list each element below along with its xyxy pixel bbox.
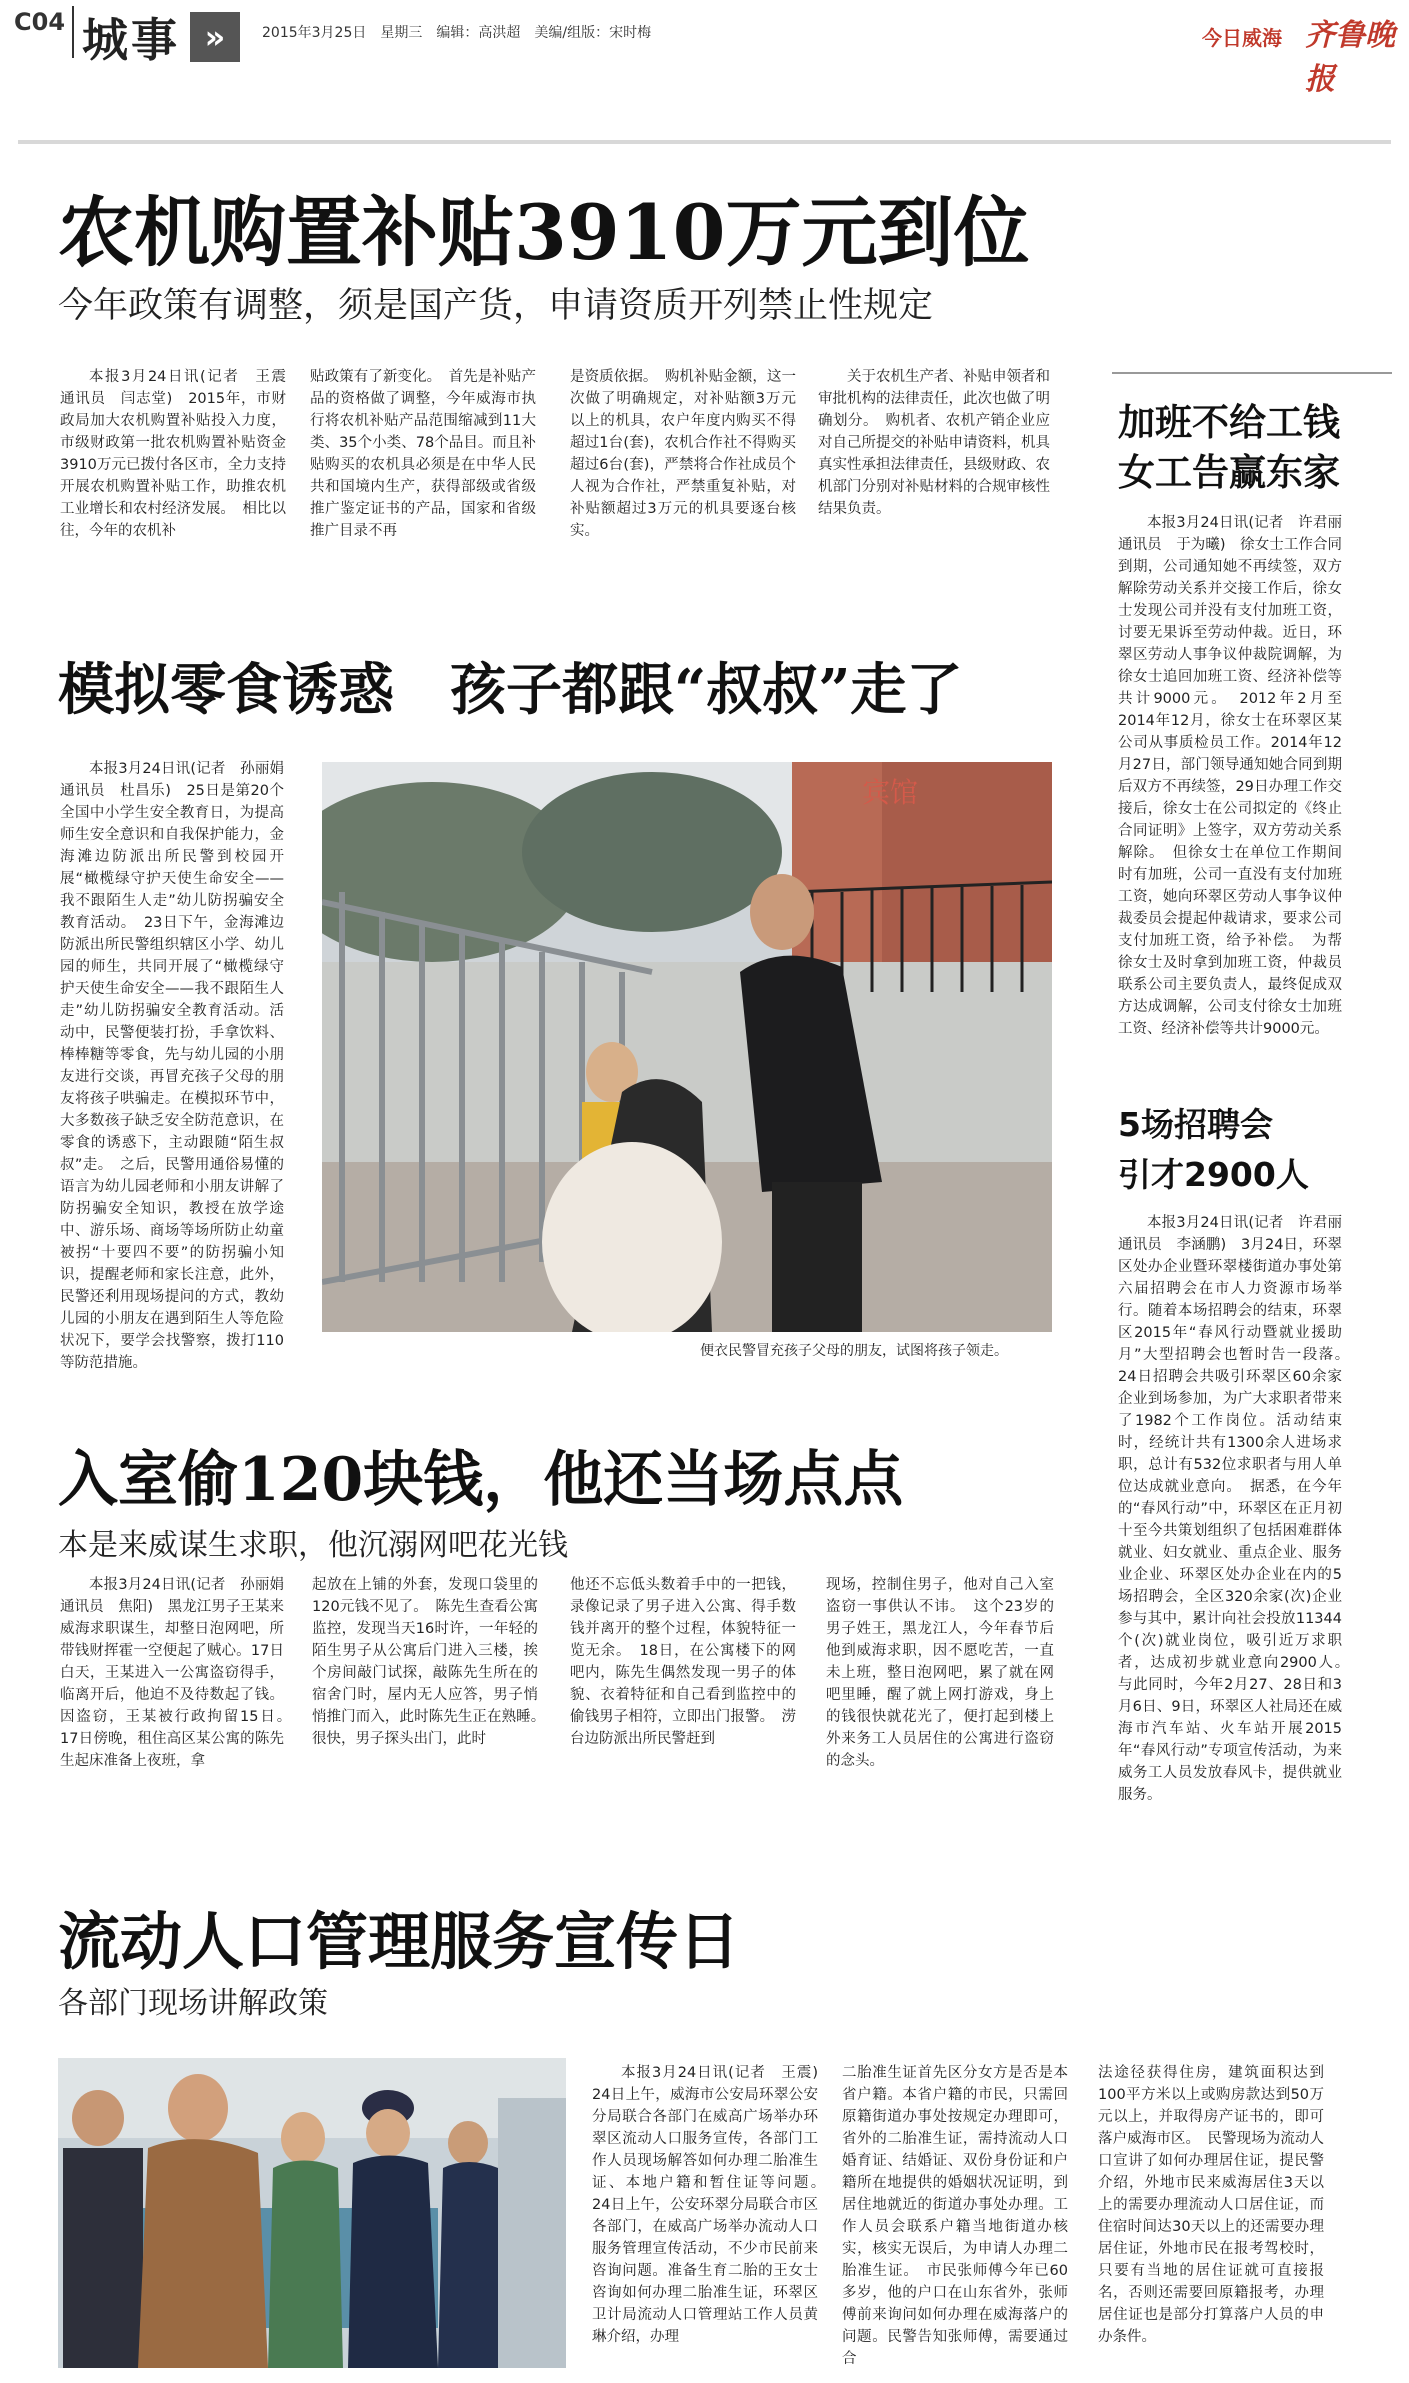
newspaper-logo: 齐鲁晚报 — [1305, 18, 1395, 97]
side2-body: 本报3月24日讯(记者 许君丽 通讯员 李涵鹏) 3月24日，环翠区处办企业暨环翠楼街道办事处第六届招聘会在市人力资源市场举行。随着本场招聘会的结束，环翠区2015年“春风行动暨就业援助月”大型招聘会也暂时告一段落。 24日招聘会共吸引环翠区60余家企业到场参加，为广大求职者带来了1982个工作岗位。活动结束时，经统计共有1300余人进场求职，总计有532位求职者与用人单位达成就业意向。 据悉，在今年的“春风行动”中，环翠区在正月初十至今共策划组织了包括困难群体就业、妇女就业、重点企业、服务业企业、环翠区处办企业在内的5场招聘会，全区320余家(次)企业参与其中，累计向社会投放11344个(次)就业岗位，吸引近万求职者，达成初步就业意向2900人。 与此同时，今年2月27、28日和3月6日、9日，环翠区人社局还在威海市汽车站、火车站开展2015年“春风行动”专项宣传活动，为来威务工人员发放春风卡，提供就业服务。 — [1118, 1215, 1357, 1803]
side1-body: 本报3月24日讯(记者 许君丽 通讯员 于为曦) 徐女士工作合同到期，公司通知她不再续签，双方解除劳动关系并交接工作后，徐女士发现公司并没有支付加班工资，讨要无果诉至劳动仲裁。近日，环翠区劳动人事争议仲裁院调解，为徐女士追回加班工资、经济补偿等共计9000元。 2012年2月至2014年12月，徐女士在环翠区某公司从事质检员工作。2014年12月27日，部门领导通知她合同到期后双方不再续签，29日办理工作交接后，徐女士在公司拟定的《终止合同证明》上签字，双方劳动关系解除。 但徐女士在单位工作期间时有加班，公司一直没有支付加班工资，她向环翠区劳动人事争议仲裁委员会提起仲裁请求，要求公司支付加班工资，给予补偿。 为帮徐女士及时拿到加班工资，仲裁员联系公司主要负责人，最终促成双方达成调解，公司支付徐女士加班工资、经济补偿等共计9000元。 — [1118, 515, 1357, 1037]
issue-meta: 2015年3月25日 星期三 编辑：高洪超 美编/组版：宋时梅 — [262, 25, 652, 41]
article1-title: 农机购置补贴3910万元到位 — [58, 188, 1030, 277]
header-rule — [18, 140, 1391, 144]
article4-col2: 二胎准生证首先区分女方是否是本省户籍。本省户籍的市民，只需回原籍街道办事处按规定办理即可，省外的二胎准生证，需持流动人口婚育证、结婚证、双份身份证和户籍所在地提供的婚姻状况证明，到居住地就近的街道办事处办理。工作人员会联系户籍当地街道办核实，核实无误后，为申请人办理二胎准生证。 市民张师傅今年已60多岁，他的户口在山东省外，张师傅前来询问如何办理在威海落户的问题。民警告知张师傅，需要通过合 — [842, 2065, 1068, 2367]
side2-title — [1118, 1100, 1309, 1200]
sidebar-rule — [1112, 372, 1392, 374]
section-name: 城事 — [82, 13, 180, 67]
article4-title: 流动人口管理服务宣传日 — [58, 1905, 741, 1978]
photo-caption: 便衣民警冒充孩子父母的朋友，试图将孩子领走。 — [700, 1343, 1008, 1359]
header-divider — [72, 6, 74, 58]
article2-photo — [322, 762, 1052, 1332]
article1-col2: 贴政策有了新变化。 首先是补贴产品的资格做了调整，今年威海市执行将农机补贴产品范围缩减到11大类、35个小类、78个品目。而且补贴购买的农机具必须是在中华人民共和国境内生产，获得部级或省级推广鉴定证书的产品，国家和省级推广目录不再 — [310, 369, 536, 539]
kids-photo-illustration — [322, 762, 1052, 1332]
side1-title-line2: 女工告赢东家 — [1118, 451, 1340, 494]
chevron-right-icon: » — [190, 12, 240, 62]
article4-photo — [58, 2058, 566, 2368]
photo-sign-text: 宾馆 — [862, 776, 919, 809]
article3-title: 入室偷120块钱，他还当场点点 — [58, 1445, 904, 1515]
article1-subtitle: 今年政策有调整，须是国产货，申请资质开列禁止性规定 — [58, 286, 934, 326]
square-event-photo-illustration — [58, 2058, 566, 2368]
edition-brand: 今日威海 — [1202, 26, 1282, 50]
side1-title-line1: 加班不给工钱 — [1118, 401, 1340, 444]
side1-title — [1118, 398, 1340, 498]
article2-title: 模拟零食诱惑 孩子都跟“叔叔”走了 — [58, 657, 963, 723]
article2-body: 本报3月24日讯(记者 孙丽娟 通讯员 杜昌乐) 25日是第20个全国中小学生安全教育日，为提高师生安全意识和自我保护能力，金海滩边防派出所民警到校园开展“橄榄绿守护天使生命安全——我不跟陌生人走”幼儿防拐骗安全教育活动。 23日下午，金海滩边防派出所民警组织辖区小学、幼儿园的师生，共同开展了“橄榄绿守护天使生命安全——我不跟陌生人走”幼儿防拐骗安全教育活动。活动中，民警便装打扮，手拿饮料、棒棒糖等零食，先与幼儿园的小朋友进行交谈，再冒充孩子父母的朋友将孩子哄骗走。在模拟环节中，大多数孩子缺乏安全防范意识，在零食的诱惑下，主动跟随“陌生叔叔”走。 之后，民警用通俗易懂的语言为幼儿园老师和小朋友讲解了防拐骗安全知识，教授在放学途中、游乐场、商场等场所防止幼童被拐“十要四不要”的防拐骗小知识，提醒老师和家长注意，此外，民警还利用现场提问的方式，教幼儿园的小朋友在遇到陌生人等危险状况下，要学会找警察，拨打110等防范措施。 — [60, 761, 299, 1371]
article3-col1: 本报3月24日讯(记者 孙丽娟 通讯员 焦阳) 黑龙江男子王某来威海求职谋生，却整日泡网吧，所带钱财挥霍一空便起了贼心。17日白天，王某进入一公寓盗窃得手，临离开后，他迫不及待数起了钱。因盗窃，王某被行政拘留15日。 17日傍晚，租住高区某公寓的陈先生起床准备上夜班，拿 — [60, 1577, 299, 1769]
article3-subtitle: 本是来威谋生求职，他沉溺网吧花光钱 — [58, 1528, 568, 1563]
article4-col3: 法途径获得住房，建筑面积达到100平方米以上或购房款达到50万元以上，并取得房产证书的，即可落户威海市区。 民警现场为流动人口宣讲了如何办理居住证，提民警介绍，外地市民来威海居住3天以上的需要办理流动人口居住证，而住宿时间达30天以上的还需要办理居住证，外地市民在报考驾校时，只要有当地的居住证就可直接报名，否则还需要回原籍报考，办理居住证也是部分打算落户人员的申办条件。 — [1098, 2065, 1324, 2345]
side2-title-line2: 引才2900人 — [1118, 1155, 1309, 1194]
side2-title-line1: 5场招聘会 — [1118, 1105, 1273, 1144]
article1-col3: 是资质依据。 购机补贴金额，这一次做了明确规定，对补贴额3万元以上的机具，农户年度内购买不得超过1台(套)，农机合作社不得购买超过6台(套)，严禁将合作社成员个人视为合作社，严禁重复补贴，对补贴额超过3万元的机具要逐台核实。 — [570, 369, 796, 539]
article3-col3: 他还不忘低头数着手中的一把钱，录像记录了男子进入公寓、得手数钱并离开的整个过程，体貌特征一览无余。 18日，在公寓楼下的网吧内，陈先生偶然发现一男子的体貌、衣着特征和自己看到监控中的偷钱男子相符，立即出门报警。 涝台边防派出所民警赶到 — [570, 1577, 796, 1747]
page-number: C04 — [14, 8, 66, 36]
article4-col1: 本报3月24日讯(记者 王震) 24日上午，威海市公安局环翠公安分局联合各部门在威高广场举办环翠区流动人口服务宣传，各部门工作人员现场解答如何办理二胎准生证、本地户籍和暂住证等问题。 24日上午，公安环翠分局联合市区各部门，在威高广场举办流动人口服务管理宣传活动，不少市民前来咨询问题。准备生育二胎的王女士咨询如何办理二胎准生证，环翠区卫计局流动人口管理站工作人员黄琳介绍，办理 — [592, 2065, 833, 2345]
article1-col4: 关于农机生产者、补贴申领者和审批机构的法律责任，此次也做了明确划分。 购机者、农机产销企业应对自己所提交的补贴申请资料，机具真实性承担法律责任，县级财政、农机部门分别对补贴材料的合规审核性结果负责。 — [818, 369, 1050, 517]
article4-subtitle: 各部门现场讲解政策 — [58, 1986, 328, 2021]
article3-col2: 起放在上铺的外套，发现口袋里的120元钱不见了。 陈先生查看公寓监控，发现当天16时许，一年轻的陌生男子从公寓后门进入三楼，挨个房间敲门试探，敲陈先生所在的宿舍门时，屋内无人应答，男子悄悄推门而入，此时陈先生正在熟睡。 很快，男子探头出门，此时 — [312, 1577, 553, 1747]
article1-col1: 本报3月24日讯(记者 王震 通讯员 闫志堂) 2015年，市财政局加大农机购置补贴投入力度，市级财政第一批农机购置补贴资金3910万元已拨付各区市，全力支持开展农机购置补贴工作，助推农机工业增长和农村经济发展。 相比以往，今年的农机补 — [60, 369, 301, 539]
article3-col4: 现场，控制住男子，他对自己入室盗窃一事供认不讳。 这个23岁的男子姓王，黑龙江人，今年春节后他到威海求职，因不愿吃苦，一直未上班，整日泡网吧，累了就在网吧里睡，醒了就上网打游戏，身上的钱很快就花光了，便打起到楼上外来务工人员居住的公寓进行盗窃的念头。 — [826, 1577, 1054, 1769]
